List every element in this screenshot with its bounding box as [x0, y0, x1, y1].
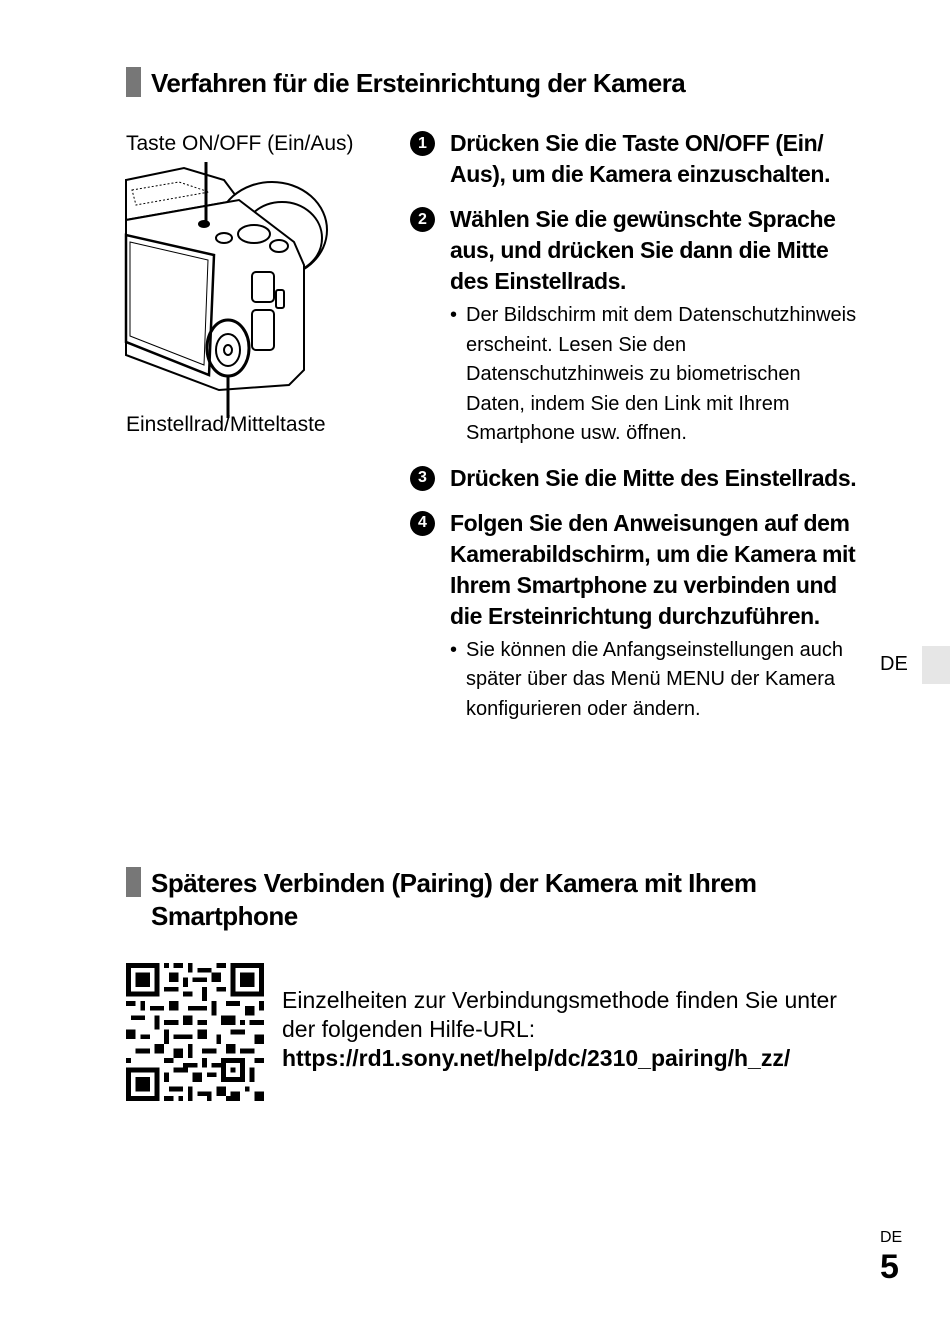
step-4 [410, 508, 860, 725]
step-number: 2 [410, 207, 435, 232]
heading-bar [126, 67, 141, 97]
step-text: Folgen Sie den Anweisungen auf dem Kamerabildschirm, um die Kamera mit Ihrem Smartphone zu verbinden und die Ersteinrichtung durchzuführen. [450, 509, 856, 629]
section-title-setup: Verfahren für die Ersteinrichtung der Kamera [151, 68, 686, 98]
language-tab [922, 646, 950, 684]
pairing-info [282, 986, 872, 1073]
section-heading-setup [126, 67, 831, 100]
step-note [450, 636, 860, 725]
step-number: 1 [410, 131, 435, 156]
footer-language: DE [880, 1229, 903, 1246]
label-control-wheel: Einstellrad/Mitteltaste [126, 413, 326, 436]
pairing-text: Einzelheiten zur Verbindungsmethode finden Sie unter der folgenden Hilfe-URL: [282, 987, 837, 1042]
help-url-link[interactable]: https://rd1.sony.net/help/dc/2310_pairing/h_zz/ [282, 1045, 791, 1071]
step-1 [410, 128, 860, 190]
bullet: • [450, 304, 458, 326]
step-text: Drücken Sie die Mitte des Einstellrads. [450, 464, 857, 491]
setup-steps [410, 128, 860, 738]
page-number: 5 [880, 1248, 899, 1286]
step-3 [410, 463, 860, 494]
note-text: Sie können die Anfangseinstellungen auch später über das Menü MENU der Kamera konfigurieren oder ändern. [466, 638, 843, 720]
bullet: • [450, 638, 458, 661]
step-text: Wählen Sie die gewünschte Sprache aus, und drücken Sie dann die Mitte des Einstellrads. [450, 206, 836, 294]
step-number: 4 [410, 511, 435, 536]
note-text: Der Bildschirm mit dem Datenschutzhinweis erscheint. Lesen Sie den Datenschutzhinweis zu biometrischen Daten, indem Sie den Link mit Ihrem Smartphone usw. öffnen. [466, 304, 857, 444]
qr-code-icon[interactable] [126, 963, 264, 1101]
step-text: Drücken Sie die Taste ON/OFF (Ein/ Aus), um die Kamera einzuschalten. [450, 130, 831, 187]
step-number: 3 [410, 466, 435, 491]
language-tab-label: DE [880, 653, 908, 675]
step-note [450, 301, 860, 449]
section-heading-pairing [126, 867, 791, 933]
camera-illustration [124, 160, 334, 420]
section-title-pairing: Späteres Verbinden (Pairing) der Kamera mit Ihrem Smartphone [151, 868, 757, 931]
heading-bar [126, 867, 141, 897]
label-onoff-button: Taste ON/OFF (Ein/Aus) [126, 132, 354, 155]
step-2 [410, 204, 860, 449]
